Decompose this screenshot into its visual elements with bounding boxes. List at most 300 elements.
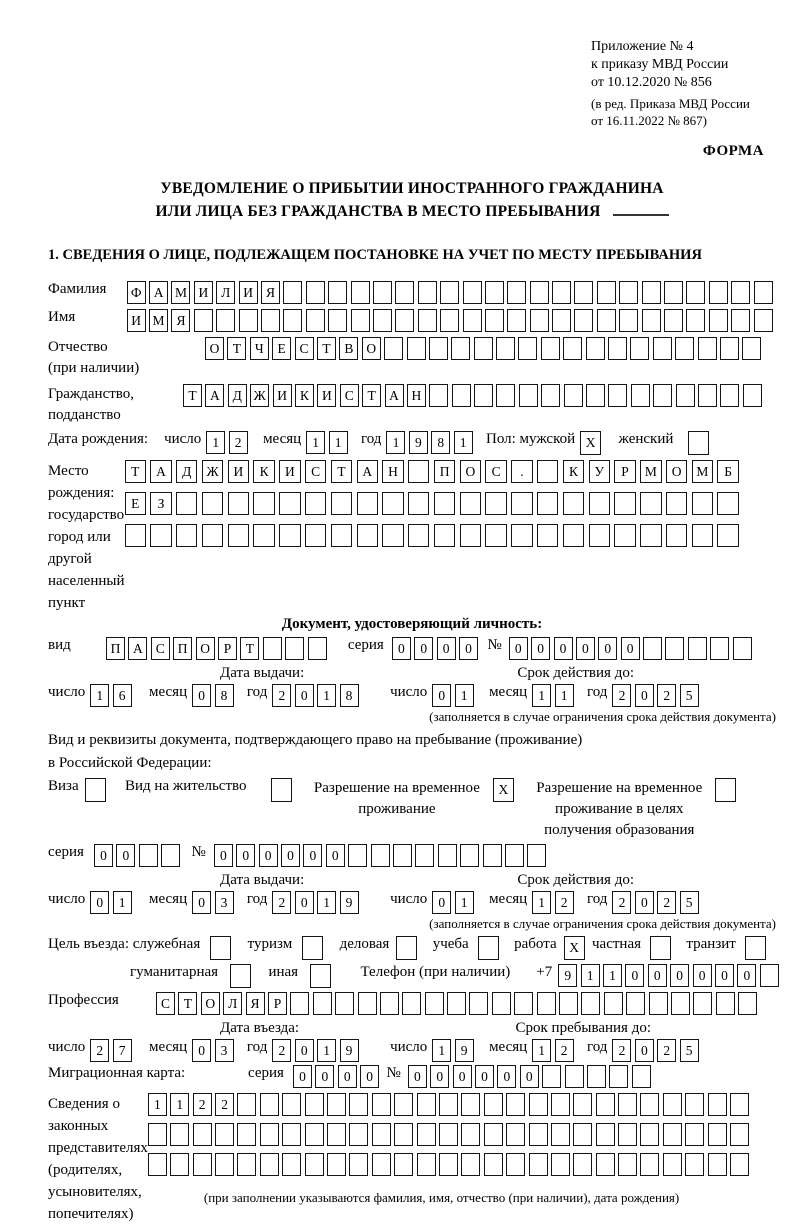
cell: 0 [432, 891, 451, 914]
cell [429, 384, 448, 407]
cell [518, 337, 537, 360]
cell: Т [178, 992, 197, 1015]
cell [542, 1065, 561, 1088]
cell [688, 637, 707, 660]
cell: А [149, 281, 168, 304]
cell: 0 [693, 964, 712, 987]
cell: И [273, 384, 292, 407]
cell [626, 992, 645, 1015]
cell: Т [125, 460, 146, 483]
cell: И [239, 281, 258, 304]
cell: 0 [621, 637, 640, 660]
cell: 2 [555, 891, 574, 914]
cell [717, 492, 738, 515]
cell: К [253, 460, 274, 483]
reps-cells-row3 [148, 1153, 753, 1176]
cell: О [362, 337, 381, 360]
cell [708, 1153, 727, 1176]
cell: 2 [193, 1093, 212, 1116]
purpose-transit-checkbox [745, 936, 769, 960]
cell [640, 1093, 659, 1116]
cell [537, 460, 558, 483]
cell [349, 1093, 368, 1116]
cell [589, 492, 610, 515]
cell: 0 [509, 637, 528, 660]
cell: С [340, 384, 359, 407]
cell [506, 1123, 525, 1146]
cell [685, 1123, 704, 1146]
cell [716, 992, 735, 1015]
cell: 0 [414, 637, 433, 660]
reference-block [591, 38, 776, 129]
cell [685, 1093, 704, 1116]
cell: 0 [635, 684, 654, 707]
cell [279, 524, 300, 547]
cell: 0 [90, 891, 109, 914]
given-name-label: Имя [48, 309, 76, 325]
cell: Н [407, 384, 426, 407]
reps-label-line6: попечителях) [48, 1206, 134, 1222]
cell [447, 992, 466, 1015]
cell [663, 1123, 682, 1146]
surname-row [48, 281, 776, 304]
cell [760, 964, 779, 987]
cell [693, 992, 712, 1015]
cell: 1 [555, 684, 574, 707]
cell [282, 1153, 301, 1176]
profession-cells [156, 992, 761, 1015]
ref-line: к приказу МВД России [591, 57, 729, 72]
citizenship-label-line2: подданство [48, 407, 121, 423]
cell: 1 [532, 891, 551, 914]
cell: С [156, 992, 175, 1015]
cell: 0 [737, 964, 756, 987]
day-label: число [390, 684, 428, 700]
cell: 3 [215, 1039, 234, 1062]
cell [302, 936, 323, 960]
cell [530, 281, 549, 304]
cell: 1 [455, 891, 474, 914]
cell: 1 [455, 684, 474, 707]
cell: 0 [598, 637, 617, 660]
cell [327, 1153, 346, 1176]
cell: 1 [317, 1039, 336, 1062]
ref-line: Приложение № 4 [591, 39, 694, 54]
cell [313, 992, 332, 1015]
cell [720, 337, 739, 360]
cell: Ч [250, 337, 269, 360]
id-valid-day-cells [432, 684, 477, 707]
cell: 1 [454, 431, 473, 454]
cell: Д [176, 460, 197, 483]
cell [382, 492, 403, 515]
year-label: год [586, 684, 608, 700]
cell: 1 [603, 964, 622, 987]
cell [730, 1153, 749, 1176]
cell [349, 1153, 368, 1176]
cell [563, 492, 584, 515]
cell [618, 1123, 637, 1146]
cell [485, 309, 504, 332]
cell [408, 492, 429, 515]
cell: 9 [340, 1039, 359, 1062]
cell [709, 309, 728, 332]
cell [609, 1065, 628, 1088]
cell: Т [240, 637, 259, 660]
cell [698, 337, 717, 360]
cell [643, 637, 662, 660]
day-label: число [48, 891, 86, 907]
cell [485, 281, 504, 304]
cell: П [106, 637, 125, 660]
cell: 0 [295, 891, 314, 914]
id-issue-year-cells [272, 684, 362, 707]
cell: 0 [648, 964, 667, 987]
cell [730, 1123, 749, 1146]
cell: И [279, 460, 300, 483]
cell [351, 309, 370, 332]
cell [357, 492, 378, 515]
cell: 0 [576, 637, 595, 660]
day-label: число [164, 431, 202, 447]
cell: М [692, 460, 713, 483]
cell: 8 [215, 684, 234, 707]
cell [210, 936, 231, 960]
cell: Т [331, 460, 352, 483]
cell [237, 1093, 256, 1116]
ref-line: от 10.12.2020 № 856 [591, 75, 712, 90]
cell: И [194, 281, 213, 304]
year-label: год [586, 891, 608, 907]
cell: 9 [455, 1039, 474, 1062]
cell [382, 524, 403, 547]
birthplace-label-line4: населенный пункт [48, 573, 125, 611]
cell [460, 524, 481, 547]
entry-year-cells [272, 1039, 362, 1062]
cell: 1 [317, 684, 336, 707]
cell: 1 [432, 1039, 451, 1062]
cell [439, 1153, 458, 1176]
cell: 2 [272, 684, 291, 707]
cell: 8 [340, 684, 359, 707]
cell: Е [125, 492, 146, 515]
residence-doc-line1: Вид и реквизиты документа, подтверждающего право на пребывание (проживание) [48, 732, 583, 748]
purpose-private-checkbox [650, 936, 674, 960]
ref-line: (в ред. Приказа МВД России [591, 96, 750, 111]
cell [308, 637, 327, 660]
cell [597, 281, 616, 304]
cell [653, 384, 672, 407]
cell: А [205, 384, 224, 407]
id-valid-year-cells [612, 684, 702, 707]
id-issue-date-header: Дата выдачи: [220, 665, 305, 681]
birth-year-cells [386, 431, 476, 454]
cell [676, 384, 695, 407]
representatives-note: (при заполнении указываются фамилия, имя, отчество (при наличии), дата рождения) [203, 1190, 680, 1205]
cell [698, 384, 717, 407]
cell: 0 [635, 891, 654, 914]
res-valid-group [390, 891, 702, 914]
cell [283, 281, 302, 304]
cell: У [589, 460, 610, 483]
cell [505, 844, 524, 867]
temp-residence-edu-checkbox [715, 778, 739, 802]
cell [537, 992, 556, 1015]
cell: 0 [192, 1039, 211, 1062]
id-valid-until-header: Срок действия до: [517, 665, 634, 681]
cell [440, 309, 459, 332]
cell [485, 492, 506, 515]
stay-until-group [390, 1039, 702, 1062]
id-doc-dates-row [48, 684, 776, 707]
purpose-transit-label: транзит [686, 936, 736, 952]
day-label: число [390, 1039, 428, 1055]
cell [551, 1093, 570, 1116]
cell [519, 384, 538, 407]
cell [372, 1123, 391, 1146]
cell: Т [183, 384, 202, 407]
cell: 0 [338, 1065, 357, 1088]
cell: 2 [555, 1039, 574, 1062]
purpose-business-checkbox [396, 936, 420, 960]
purpose-humanitarian-label: гуманитарная [130, 964, 219, 980]
cell: О [201, 992, 220, 1015]
entry-day-cells [90, 1039, 135, 1062]
patronymic-row [48, 337, 776, 379]
cell [675, 337, 694, 360]
month-label: месяц [489, 684, 528, 700]
cell: 3 [215, 891, 234, 914]
title-line1: УВЕДОМЛЕНИЕ О ПРИБЫТИИ ИНОСТРАННОГО ГРАЖДАНИНА [160, 180, 664, 197]
day-label: число [390, 891, 428, 907]
res-issue-day-cells [90, 891, 135, 914]
profession-row [48, 992, 776, 1015]
cell [176, 524, 197, 547]
cell: 0 [475, 1065, 494, 1088]
cell [754, 309, 773, 332]
cell [372, 1093, 391, 1116]
cell [640, 524, 661, 547]
cell: Ф [127, 281, 146, 304]
cell [608, 384, 627, 407]
reps-label-line1: Сведения о [48, 1096, 120, 1112]
cell [331, 524, 352, 547]
cell [496, 384, 515, 407]
form-word: ФОРМА [702, 143, 764, 159]
res-issue-month-cells [192, 891, 237, 914]
cell [573, 1123, 592, 1146]
cell [193, 1153, 212, 1176]
cell: 0 [214, 844, 233, 867]
stay-day-cells [432, 1039, 477, 1062]
purpose-private-label: частная [592, 936, 641, 952]
cell: 0 [670, 964, 689, 987]
temp-edu-line1: Разрешение на временное [536, 780, 703, 796]
res-number-label: № [191, 844, 206, 860]
page-title [48, 178, 776, 223]
cell: О [196, 637, 215, 660]
cell [461, 1123, 480, 1146]
cell [685, 1153, 704, 1176]
cell [619, 281, 638, 304]
representatives-fields [148, 1093, 776, 1206]
cell: 1 [581, 964, 600, 987]
cell [666, 492, 687, 515]
surname-cells [127, 281, 776, 304]
cell [474, 384, 493, 407]
cell [686, 309, 705, 332]
id-doc-row [48, 637, 776, 660]
patronymic-cells [205, 337, 765, 360]
cell [474, 337, 493, 360]
month-label: месяц [489, 891, 528, 907]
cell [202, 492, 223, 515]
cell [408, 524, 429, 547]
year-label: год [246, 684, 268, 700]
cell [506, 1093, 525, 1116]
visa-label: Виза [48, 778, 79, 794]
cell [708, 1123, 727, 1146]
res-date-headers [48, 872, 776, 889]
cell [335, 992, 354, 1015]
cell: 0 [531, 637, 550, 660]
purpose-row2 [48, 964, 776, 988]
cell [563, 337, 582, 360]
cell: 0 [236, 844, 255, 867]
representatives-block [48, 1093, 776, 1225]
cell [440, 281, 459, 304]
cell: О [666, 460, 687, 483]
ref-amendment [591, 95, 776, 129]
cell: 0 [437, 637, 456, 660]
cell: 2 [215, 1093, 234, 1116]
blank-underline [613, 200, 669, 216]
cell: 1 [170, 1093, 189, 1116]
cell [396, 936, 417, 960]
cell [263, 637, 282, 660]
cell [552, 281, 571, 304]
cell: Т [362, 384, 381, 407]
cell [452, 384, 471, 407]
cell: С [305, 460, 326, 483]
cell: 9 [340, 891, 359, 914]
cell [529, 1093, 548, 1116]
month-label: месяц [149, 684, 188, 700]
cell [460, 492, 481, 515]
month-label: месяц [263, 431, 302, 447]
cell [290, 992, 309, 1015]
cell: А [150, 460, 171, 483]
cell [305, 524, 326, 547]
cell [282, 1093, 301, 1116]
cell: 2 [272, 891, 291, 914]
cell [642, 309, 661, 332]
cell: 0 [625, 964, 644, 987]
cell [686, 281, 705, 304]
stay-month-cells [532, 1039, 577, 1062]
cell [306, 309, 325, 332]
cell [692, 492, 713, 515]
cell [327, 1123, 346, 1146]
mig-number-label: № [386, 1065, 401, 1081]
cell [463, 309, 482, 332]
migration-card-row [48, 1065, 776, 1088]
cell: X [493, 778, 514, 802]
cell [237, 1153, 256, 1176]
stay-until-header: Срок пребывания до: [515, 1020, 651, 1036]
cell: 1 [329, 431, 348, 454]
cell: К [295, 384, 314, 407]
cell [358, 992, 377, 1015]
cell: 0 [315, 1065, 334, 1088]
cell [541, 337, 560, 360]
cell [429, 337, 448, 360]
cell [483, 844, 502, 867]
month-label: месяц [149, 891, 188, 907]
cell: В [339, 337, 358, 360]
cell [402, 992, 421, 1015]
title-line2 [48, 200, 776, 223]
cell: Я [246, 992, 265, 1015]
cell: 2 [657, 684, 676, 707]
cell: И [127, 309, 146, 332]
cell [551, 1123, 570, 1146]
cell: 9 [558, 964, 577, 987]
cell [125, 524, 146, 547]
cell [260, 1153, 279, 1176]
cell [581, 992, 600, 1015]
id-valid-group [390, 684, 702, 707]
day-label: число [48, 684, 86, 700]
cell: 0 [326, 844, 345, 867]
res-valid-year-cells [612, 891, 702, 914]
temp-residence-line1: Разрешение на временное [313, 780, 480, 796]
purpose-official-checkbox [210, 936, 234, 960]
sex-male-checkbox [580, 431, 604, 455]
cell [709, 281, 728, 304]
residence-series-row [48, 844, 776, 867]
cell [349, 1123, 368, 1146]
cell [484, 1153, 503, 1176]
cell [573, 1153, 592, 1176]
sex-male-label: Пол: мужской [486, 431, 576, 447]
cell [395, 309, 414, 332]
cell [485, 524, 506, 547]
cell [305, 1123, 324, 1146]
cell [511, 524, 532, 547]
doc-kind-label: вид [48, 637, 71, 653]
cell: 0 [554, 637, 573, 660]
cell [537, 524, 558, 547]
given-name-row [48, 309, 776, 332]
id-number-label: № [487, 637, 502, 653]
cell [552, 309, 571, 332]
cell [215, 1123, 234, 1146]
cell [730, 1093, 749, 1116]
birthplace-cells-row1 [125, 460, 744, 483]
cell [434, 524, 455, 547]
cell [631, 384, 650, 407]
cell [407, 337, 426, 360]
cell [541, 384, 560, 407]
entry-date-header: Дата въезда: [220, 1020, 300, 1036]
cell [589, 524, 610, 547]
cell: Я [171, 309, 190, 332]
id-valid-month-cells [532, 684, 577, 707]
cell [529, 1123, 548, 1146]
cell [434, 492, 455, 515]
profession-label: Профессия [48, 992, 119, 1008]
